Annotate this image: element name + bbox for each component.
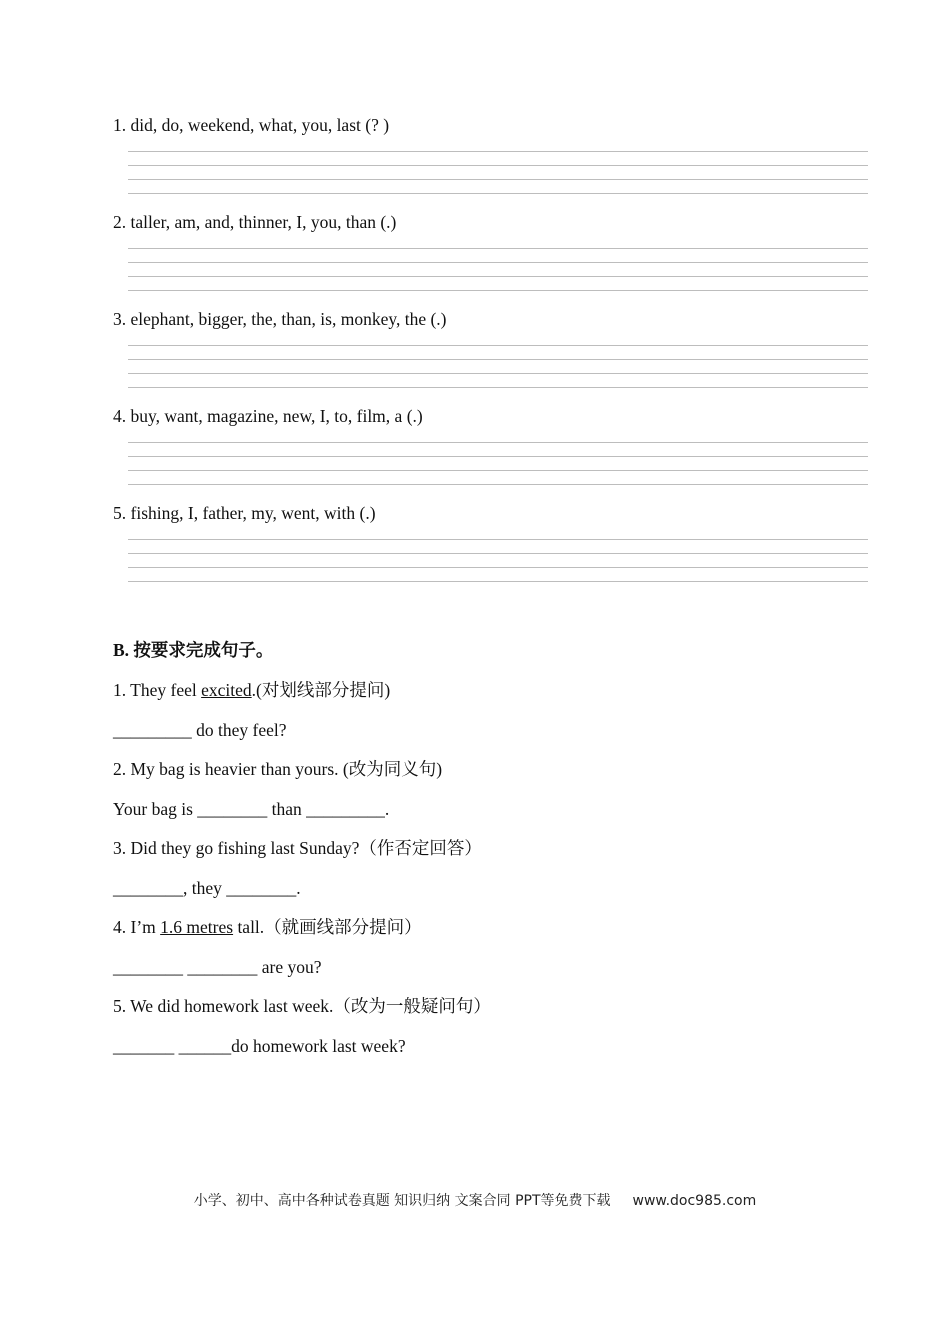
- item-1-underlined: excited: [201, 680, 252, 700]
- footer-site-link[interactable]: www.doc985.com: [632, 1193, 757, 1209]
- reorder-question-1: 1. did, do, weekend, what, you, last (? ): [113, 115, 390, 135]
- sentence-item-1: [113, 679, 390, 701]
- section-b-heading: B. 按要求完成句子。: [113, 640, 274, 660]
- page-footer: [0, 1190, 950, 1210]
- reorder-question-4: 4. buy, want, magazine, new, I, to, film, a (.): [113, 406, 423, 426]
- answer-line-2: Your bag is ________ than _________.: [113, 799, 390, 819]
- sentence-item-3: 3. Did they go fishing last Sunday?（作否定回答）: [113, 838, 482, 858]
- sentence-item-2: 2. My bag is heavier than yours. (改为同义句): [113, 759, 443, 779]
- answer-line-1: _________ do they feel?: [113, 720, 287, 740]
- item-4-pre: 4. I’m: [113, 917, 161, 937]
- answer-line-4: ________ ________ are you?: [113, 957, 322, 977]
- answer-lines-4: [128, 442, 868, 486]
- item-4-underlined: 1.6 metres: [160, 917, 234, 937]
- reorder-question-5: 5. fishing, I, father, my, went, with (.): [113, 503, 376, 523]
- sentence-item-5: 5. We did homework last week.（改为一般疑问句）: [113, 996, 491, 1016]
- answer-lines-5: [128, 539, 868, 583]
- item-1-pre: 1. They feel: [113, 680, 202, 700]
- reorder-question-3: 3. elephant, bigger, the, than, is, monkey, the (.): [113, 309, 447, 329]
- answer-lines-3: [128, 345, 868, 389]
- answer-line-5: _______ ______do homework last week?: [113, 1036, 406, 1056]
- answer-lines-2: [128, 248, 868, 292]
- answer-lines-1: [128, 151, 868, 195]
- footer-text: 小学、初中、高中各种试卷真题 知识归纳 文案合同 PPT等免费下载: [193, 1193, 611, 1209]
- item-4-post: tall.（就画线部分提问）: [233, 917, 422, 937]
- sentence-item-4: [113, 916, 422, 938]
- answer-line-3: ________, they ________.: [113, 878, 301, 898]
- item-1-post: .(对划线部分提问): [251, 680, 391, 700]
- reorder-question-2: 2. taller, am, and, thinner, I, you, than (.): [113, 212, 397, 232]
